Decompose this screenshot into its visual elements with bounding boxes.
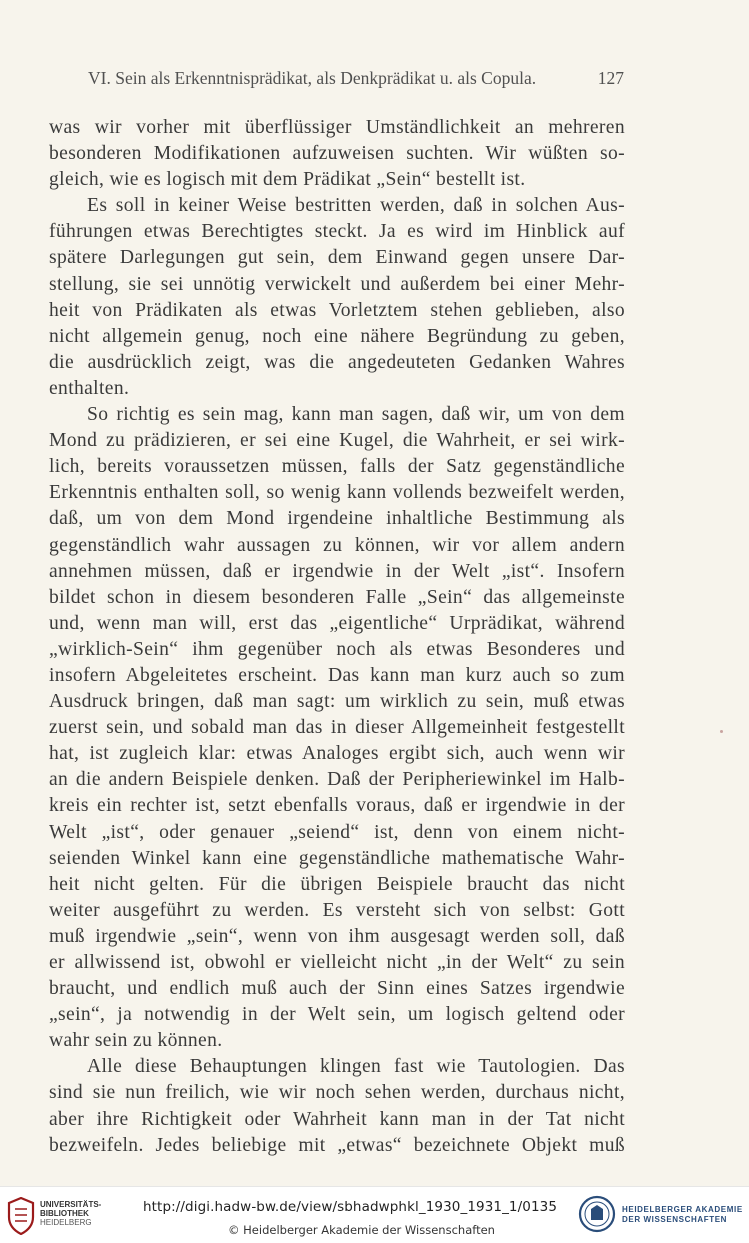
body-text [49,115,625,1159]
text-line: er allwissend ist, obwohl er vielleicht nicht „in der Welt“ zu sein [49,952,625,973]
text-line: Welt „ist“, oder genauer „seiend“ ist, denn von einem nicht- [49,821,625,843]
running-header [88,68,624,92]
permalink-url[interactable]: http://digi.hadw-bw.de/view/sbhadwphkl_1930_1931_1/0135 [143,1199,558,1215]
text-line: So richtig es sein mag, kann man sagen, daß wir, um von dem [87,404,625,426]
text-line: die ausdrücklich zeigt, was die angedeuteten Gedanken Wahres [49,351,625,373]
text-line: lich, bereits voraussetzen müssen, falls der Satz gegenständliche [49,456,625,478]
text-line: stellung, sie sei unnötig verwickelt und außerdem bei einer Mehr- [49,273,625,295]
text-line: seienden Winkel kann eine gegenständliche mathematische Wahr- [49,847,625,869]
text-line: was wir vorher mit überflüssiger Umständlichkeit an mehreren [49,117,625,138]
text-line: enthalten. [49,377,130,399]
text-line: sind sie nun freilich, wie wir noch sehen werden, durchaus nicht, [49,1082,625,1104]
academy-logo-text: HEIDELBERGER AKADEMIE DER WISSENSCHAFTEN [622,1205,743,1224]
page-number: 127 [597,68,624,88]
academy-seal-icon[interactable] [578,1195,616,1233]
viewer-footer [0,1186,749,1243]
text-line: hat, ist zugleich klar: etwas Analoges ergibt sich, auch wenn wir [49,743,625,765]
text-line: an die andern Beispiele denken. Daß der Peripheriewinkel im Halb- [49,769,625,791]
text-line: Es soll in keiner Weise bestritten werden, daß in solchen Aus- [87,195,625,217]
university-library-logo-icon[interactable] [6,1197,36,1235]
text-line: Mond zu prädizieren, er sei eine Kugel, die Wahrheit, er sei wirk- [49,430,625,452]
text-line: daß, um von dem Mond irgendeine inhaltliche Bestimmung als [49,508,625,530]
text-line: führungen etwas Berechtigtes steckt. Ja es wird im Hinblick auf [49,221,625,243]
text-line: heit von Prädikaten als etwas Vorletztem stehen geblieben, also [49,299,625,321]
text-line: braucht, und endlich muß auch der Sinn eines Satzes irgendwie [49,978,625,1000]
text-line: Alle diese Behauptungen klingen fast wie Tautologien. Das [87,1056,625,1078]
text-line: zuerst sein, und sobald man das in dieser Allgemeinheit festgestellt [49,717,625,739]
copyright-notice: © Heidelberger Akademie der Wissenschaften [228,1223,495,1237]
text-line: und, wenn man will, erst das „eigentliche“ Urprädikat, während [49,612,625,634]
text-line: insofern Abgeleitetes erscheint. Das kann man kurz auch so zum [49,664,625,686]
text-line: Erkenntnis enthalten soll, so wenig kann vollends bezweifelt werden, [49,482,625,504]
text-line: bezweifeln. Jedes beliebige mit „etwas“ bezeichnete Objekt muß [49,1134,625,1156]
chapter-title: VI. Sein als Erkenntnisprädikat, als Denkprädikat u. als Copula. [88,68,537,88]
text-line: Ausdruck bringen, daß man sagt: um wirklich zu sein, muß etwas [49,691,625,713]
text-line: gleich, wie es logisch mit dem Prädikat „Sein“ bestellt ist. [49,169,526,191]
text-line: kreis ein rechter ist, setzt ebenfalls voraus, daß er irgendwie in der [49,795,625,817]
text-line: heit nicht gelten. Für die übrigen Beispiele braucht das nicht [49,873,625,895]
text-line: besonderen Modifikationen aufzuweisen suchten. Wir wüßten so- [49,143,625,165]
text-line: wahr sein zu können. [49,1030,223,1052]
margin-mark [720,730,723,733]
text-line: gegenständlich wahr aussagen zu können, wir vor allem andern [49,534,625,556]
text-line: muß irgendwie „sein“, wenn von ihm ausgesagt werden soll, daß [49,925,625,947]
text-line: „sein“, ja notwendig in der Welt sein, um logisch geltend oder [49,1004,625,1026]
text-line: weiter ausgeführt zu werden. Es versteht sich von selbst: Gott [49,899,625,921]
text-line: aber ihre Richtigkeit oder Wahrheit kann man in der Tat nicht [49,1108,625,1130]
text-line: „wirklich-Sein“ ihm gegenüber noch als etwas Besonderes und [49,638,625,660]
text-line: annehmen müssen, daß er irgendwie in der Welt „ist“. Insofern [49,560,625,582]
text-line: nicht allgemein genug, noch eine nähere Begründung zu geben, [49,325,625,347]
text-line: spätere Darlegungen gut sein, dem Einwand gegen unsere Dar- [49,247,625,269]
text-line: bildet schon in diesem besonderen Falle „Sein“ das allgemeinste [49,586,625,608]
university-library-logo-text: UNIVERSITÄTS- BIBLIOTHEK HEIDELBERG [40,1200,102,1227]
